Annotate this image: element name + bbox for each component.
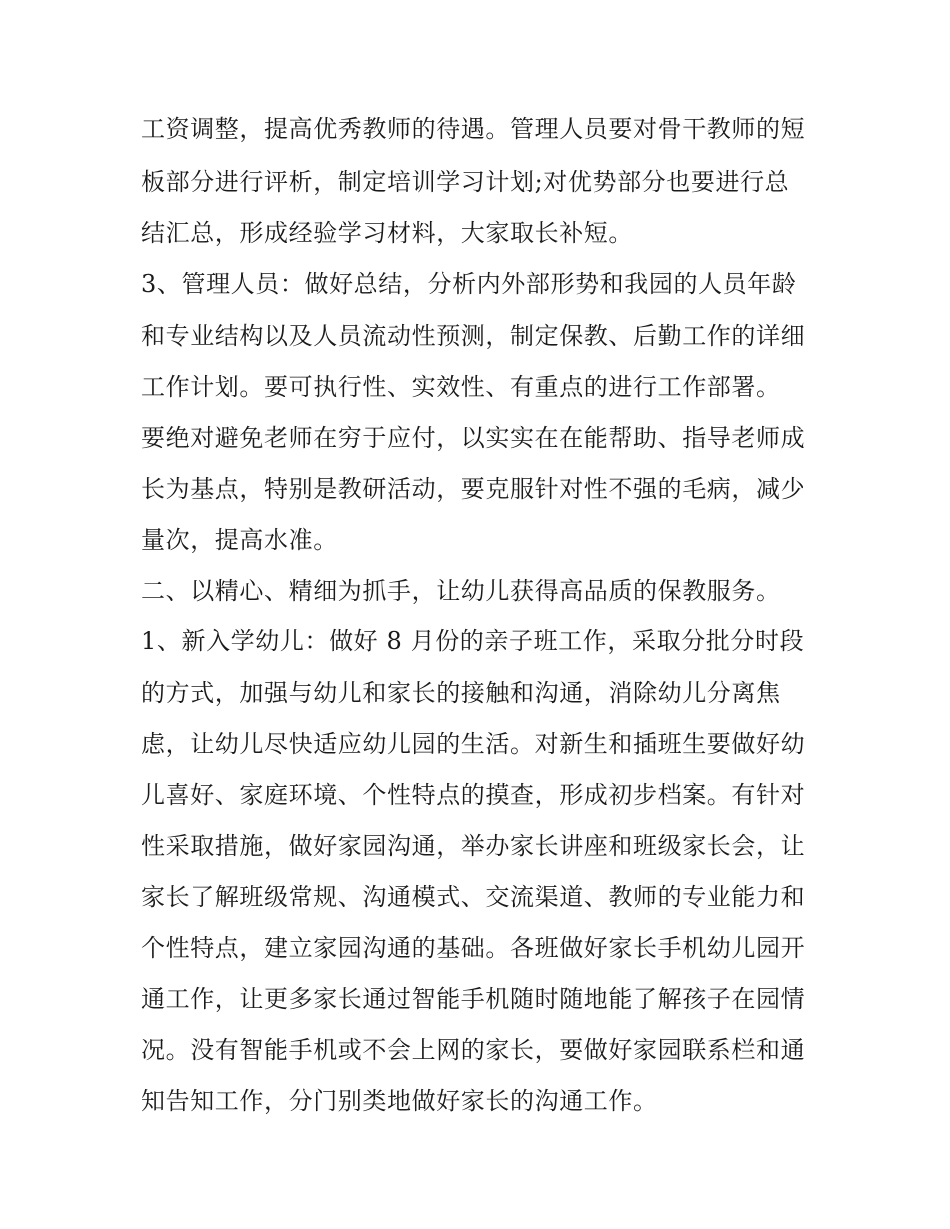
- body-line-18: 通工作，让更多家长通过智能手机随时随地能了解孩子在园情: [141, 985, 806, 1013]
- body-line-16: 家长了解班级常规、沟通模式、交流渠道、教师的专业能力和: [141, 883, 806, 911]
- body-line-12: 的方式，加强与幼儿和家长的接触和沟通，消除幼儿分离焦: [141, 679, 781, 707]
- body-line-8: 长为基点，特别是教研活动，要克服针对性不强的毛病，减少: [141, 475, 806, 503]
- body-line-9: 量次，提高水准。: [141, 526, 338, 554]
- body-line-1: 工资调整，提高优秀教师的待遇。管理人员要对骨干教师的短: [141, 115, 806, 143]
- body-line-15: 性采取措施，做好家园沟通，举办家长讲座和班级家长会，让: [141, 832, 806, 860]
- body-line-13: 虑，让幼儿尽快适应幼儿园的生活。对新生和插班生要做好幼: [141, 730, 806, 758]
- body-line-4: 3、管理人员：做好总结，分析内外部形势和我园的人员年龄: [141, 270, 797, 298]
- body-line-3: 结汇总，形成经验学习材料，大家取长补短。: [141, 219, 633, 247]
- body-line-5: 和专业结构以及人员流动性预测，制定保教、后勤工作的详细: [141, 322, 806, 350]
- body-line-11: 1、新入学幼儿：做好 8 月份的亲子班工作，采取分批分时段: [141, 627, 805, 655]
- body-line-2: 板部分进行评析，制定培训学习计划;对优势部分也要进行总: [141, 168, 790, 196]
- body-line-17: 个性特点，建立家园沟通的基础。各班做好家长手机幼儿园开: [141, 934, 806, 962]
- body-line-7: 要绝对避免老师在穷于应付，以实实在在能帮助、指导老师成: [141, 424, 806, 452]
- section-heading-2: 二、以精心、精细为抓手，让幼儿获得高品质的保教服务。: [141, 577, 781, 605]
- body-line-14: 儿喜好、家庭环境、个性特点的摸查，形成初步档案。有针对: [141, 781, 806, 809]
- body-line-19: 况。没有智能手机或不会上网的家长，要做好家园联系栏和通: [141, 1036, 806, 1064]
- body-line-20: 知告知工作，分门别类地做好家长的沟通工作。: [141, 1087, 658, 1115]
- body-line-6: 工作计划。要可执行性、实效性、有重点的进行工作部署。: [141, 373, 781, 401]
